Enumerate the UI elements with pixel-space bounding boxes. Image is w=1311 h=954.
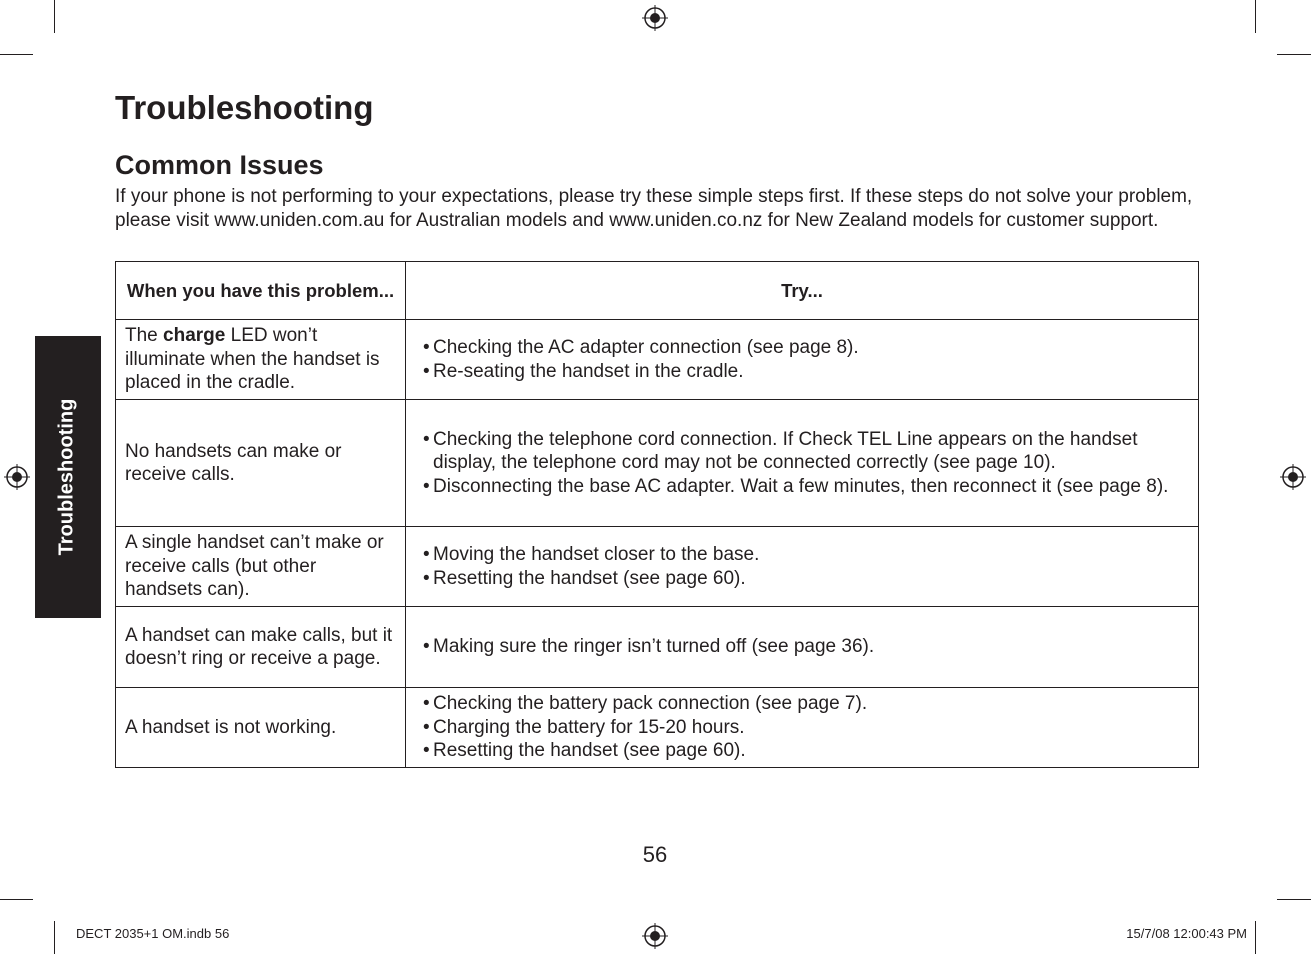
crop-mark [1255, 921, 1256, 954]
crop-mark [54, 0, 55, 33]
intro-paragraph: If your phone is not performing to your expectations, please try these simple steps first. If these steps do not solve your problem, please visit www.uniden.com.au for Australian models and www.uniden.co.nz for New Zealand models for customer support. [115, 186, 1193, 231]
fix-item: • Moving the handset closer to the base. [423, 543, 1189, 567]
table-row [116, 527, 1199, 607]
fix-cell [406, 607, 1199, 688]
fix-item: • Checking the AC adapter connection (see page 8). [423, 336, 1189, 360]
fix-cell [406, 527, 1199, 607]
registration-mark-icon [642, 5, 668, 31]
fix-item: • Checking the telephone cord connection. If Check TEL Line appears on the handset display, the telephone cord may not be connected correctly (see page 10). [423, 428, 1189, 475]
fix-cell [406, 688, 1199, 768]
crop-mark [0, 899, 33, 900]
problem-text-prefix: The [125, 325, 164, 347]
side-tab-label: Troubleshooting [55, 398, 78, 556]
section-title: Common Issues [115, 150, 324, 180]
table-header-row [116, 262, 1199, 320]
registration-mark-icon [1280, 464, 1306, 490]
crop-mark [1277, 54, 1311, 55]
problem-cell [116, 320, 406, 400]
fix-cell [406, 400, 1199, 527]
problem-cell: A handset is not working. [116, 688, 406, 768]
crop-mark [1255, 0, 1256, 33]
charge-led-label: charge [163, 325, 226, 347]
print-slug-file: DECT 2035+1 OM.indb 56 [76, 926, 230, 941]
troubleshooting-table [115, 261, 1199, 768]
page-number: 56 [642, 842, 668, 867]
fix-item: • Making sure the ringer isn’t turned off (see page 36). [423, 635, 1189, 659]
table-row [116, 320, 1199, 400]
problem-text-suffix: LED won’t illuminate when the handset is placed in the cradle. [125, 325, 380, 394]
fix-list [415, 692, 1189, 763]
fix-cell [406, 320, 1199, 400]
problem-cell: A handset can make calls, but it doesn’t ring or receive a page. [116, 607, 406, 688]
fix-item: • Checking the battery pack connection (see page 7). [423, 692, 1189, 716]
table-row [116, 607, 1199, 688]
fix-item: • Resetting the handset (see page 60). [423, 739, 1189, 763]
fix-item: • Disconnecting the base AC adapter. Wait a few minutes, then reconnect it (see page 8). [423, 475, 1189, 499]
fix-item: • Charging the battery for 15-20 hours. [423, 716, 1189, 740]
fix-list [415, 635, 1189, 659]
registration-mark-icon [642, 923, 668, 949]
fix-list [415, 543, 1189, 590]
page-title: Troubleshooting [115, 89, 374, 126]
problem-cell: No handsets can make or receive calls. [116, 400, 406, 527]
crop-mark [0, 54, 33, 55]
fix-item: • Resetting the handset (see page 60). [423, 567, 1189, 591]
crop-mark [1277, 899, 1311, 900]
fix-list [415, 428, 1189, 499]
header-problem: When you have this problem... [116, 262, 406, 320]
table-row [116, 688, 1199, 768]
print-slug-timestamp: 15/7/08 12:00:43 PM [1126, 926, 1247, 941]
fix-list [415, 336, 1189, 383]
header-try: Try... [406, 262, 1199, 320]
problem-cell: A single handset can’t make or receive calls (but other handsets can). [116, 527, 406, 607]
crop-mark [54, 921, 55, 954]
fix-item: • Re-seating the handset in the cradle. [423, 360, 1189, 384]
registration-mark-icon [4, 464, 30, 490]
table-row [116, 400, 1199, 527]
